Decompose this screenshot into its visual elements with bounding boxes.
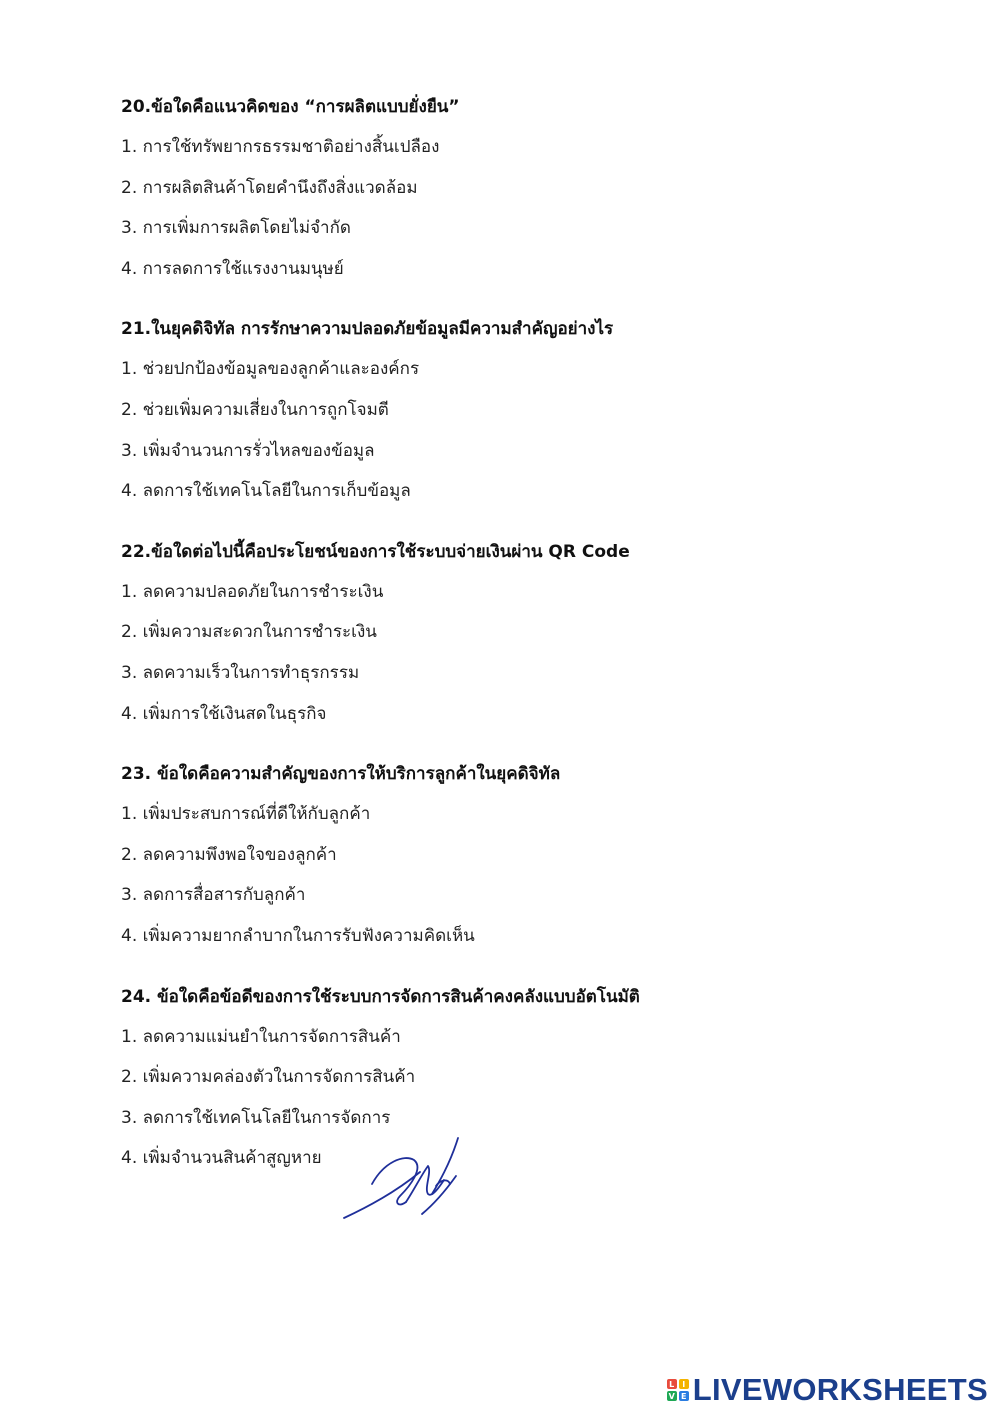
answer-option[interactable]: 3. เพิ่มจำนวนการรั่วไหลของข้อมูล: [121, 440, 375, 461]
answer-option[interactable]: 1. ลดความแม่นยำในการจัดการสินค้า: [121, 1026, 401, 1047]
answer-option[interactable]: 2. เพิ่มความคล่องตัวในการจัดการสินค้า: [121, 1067, 416, 1088]
question-title: 21.ในยุคดิจิทัล การรักษาความปลอดภัยข้อมูลมีความสำคัญอย่างไร: [121, 319, 614, 340]
answer-option[interactable]: 2. การผลิตสินค้าโดยคำนึงถึงสิ่งแวดล้อม: [121, 177, 418, 198]
question-24: [121, 982, 941, 1184]
answer-option[interactable]: 2. ช่วยเพิ่มความเสี่ยงในการถูกโจมตี: [121, 399, 389, 420]
handwritten-signature: [340, 1132, 470, 1224]
answer-option[interactable]: 3. ลดความเร็วในการทำธุรกรรม: [121, 662, 360, 683]
brand-mark-letter: E: [679, 1391, 689, 1401]
question-list: [121, 92, 941, 1184]
answer-option[interactable]: 3. ลดการสื่อสารกับลูกค้า: [121, 885, 306, 906]
answer-option[interactable]: 1. การใช้ทรัพยากรธรรมชาติอย่างสิ้นเปลือง: [121, 137, 440, 157]
answer-option[interactable]: 2. ลดความพึงพอใจของลูกค้า: [121, 844, 337, 865]
answer-option[interactable]: 1. ลดความปลอดภัยในการชำระเงิน: [121, 581, 384, 602]
brand-name: LIVEWORKSHEETS: [692, 1372, 988, 1407]
answer-option[interactable]: 2. เพิ่มความสะดวกในการชำระเงิน: [121, 622, 377, 643]
brand-mark-letter: I: [679, 1379, 689, 1389]
answer-option[interactable]: 3. การเพิ่มการผลิตโดยไม่จำกัด: [121, 218, 351, 239]
liveworksheets-mark-icon: [667, 1379, 689, 1401]
question-20: [121, 92, 941, 294]
question-title: 23. ข้อใดคือความสำคัญของการให้บริการลูกค้าในยุคดิจิทัล: [121, 764, 561, 785]
question-spacer: [121, 962, 941, 982]
answer-option[interactable]: 1. เพิ่มประสบการณ์ที่ดีให้กับลูกค้า: [121, 804, 371, 825]
answer-option[interactable]: 4. ลดการใช้เทคโนโลยีในการเก็บข้อมูล: [121, 481, 411, 502]
question-spacer: [121, 517, 941, 537]
question-23: [121, 759, 941, 961]
answer-option[interactable]: 4. เพิ่มจำนวนสินค้าสูญหาย: [121, 1148, 322, 1169]
question-title: 20.ข้อใดคือแนวคิดของ “การผลิตแบบยั่งยืน”: [121, 97, 460, 117]
question-spacer: [121, 294, 941, 314]
question-title: 24. ข้อใดคือข้อดีของการใช้ระบบการจัดการสินค้าคงคลังแบบอัตโนมัติ: [121, 986, 640, 1007]
question-22: [121, 537, 941, 739]
question-21: [121, 314, 941, 516]
answer-option[interactable]: 4. เพิ่มความยากลำบากในการรับฟังความคิดเห็น: [121, 925, 475, 946]
brand-mark-letter: L: [667, 1379, 677, 1389]
answer-option[interactable]: 3. ลดการใช้เทคโนโลยีในการจัดการ: [121, 1107, 391, 1128]
question-spacer: [121, 739, 941, 759]
question-title: 22.ข้อใดต่อไปนี้คือประโยชน์ของการใช้ระบบจ่ายเงินผ่าน QR Code: [121, 541, 630, 562]
answer-option[interactable]: 1. ช่วยปกป้องข้อมูลของลูกค้าและองค์กร: [121, 359, 420, 380]
answer-option[interactable]: 4. การลดการใช้แรงงานมนุษย์: [121, 258, 344, 279]
answer-option[interactable]: 4. เพิ่มการใช้เงินสดในธุรกิจ: [121, 703, 327, 724]
brand-mark-letter: V: [668, 1391, 675, 1401]
liveworksheets-logo: [667, 1372, 988, 1408]
